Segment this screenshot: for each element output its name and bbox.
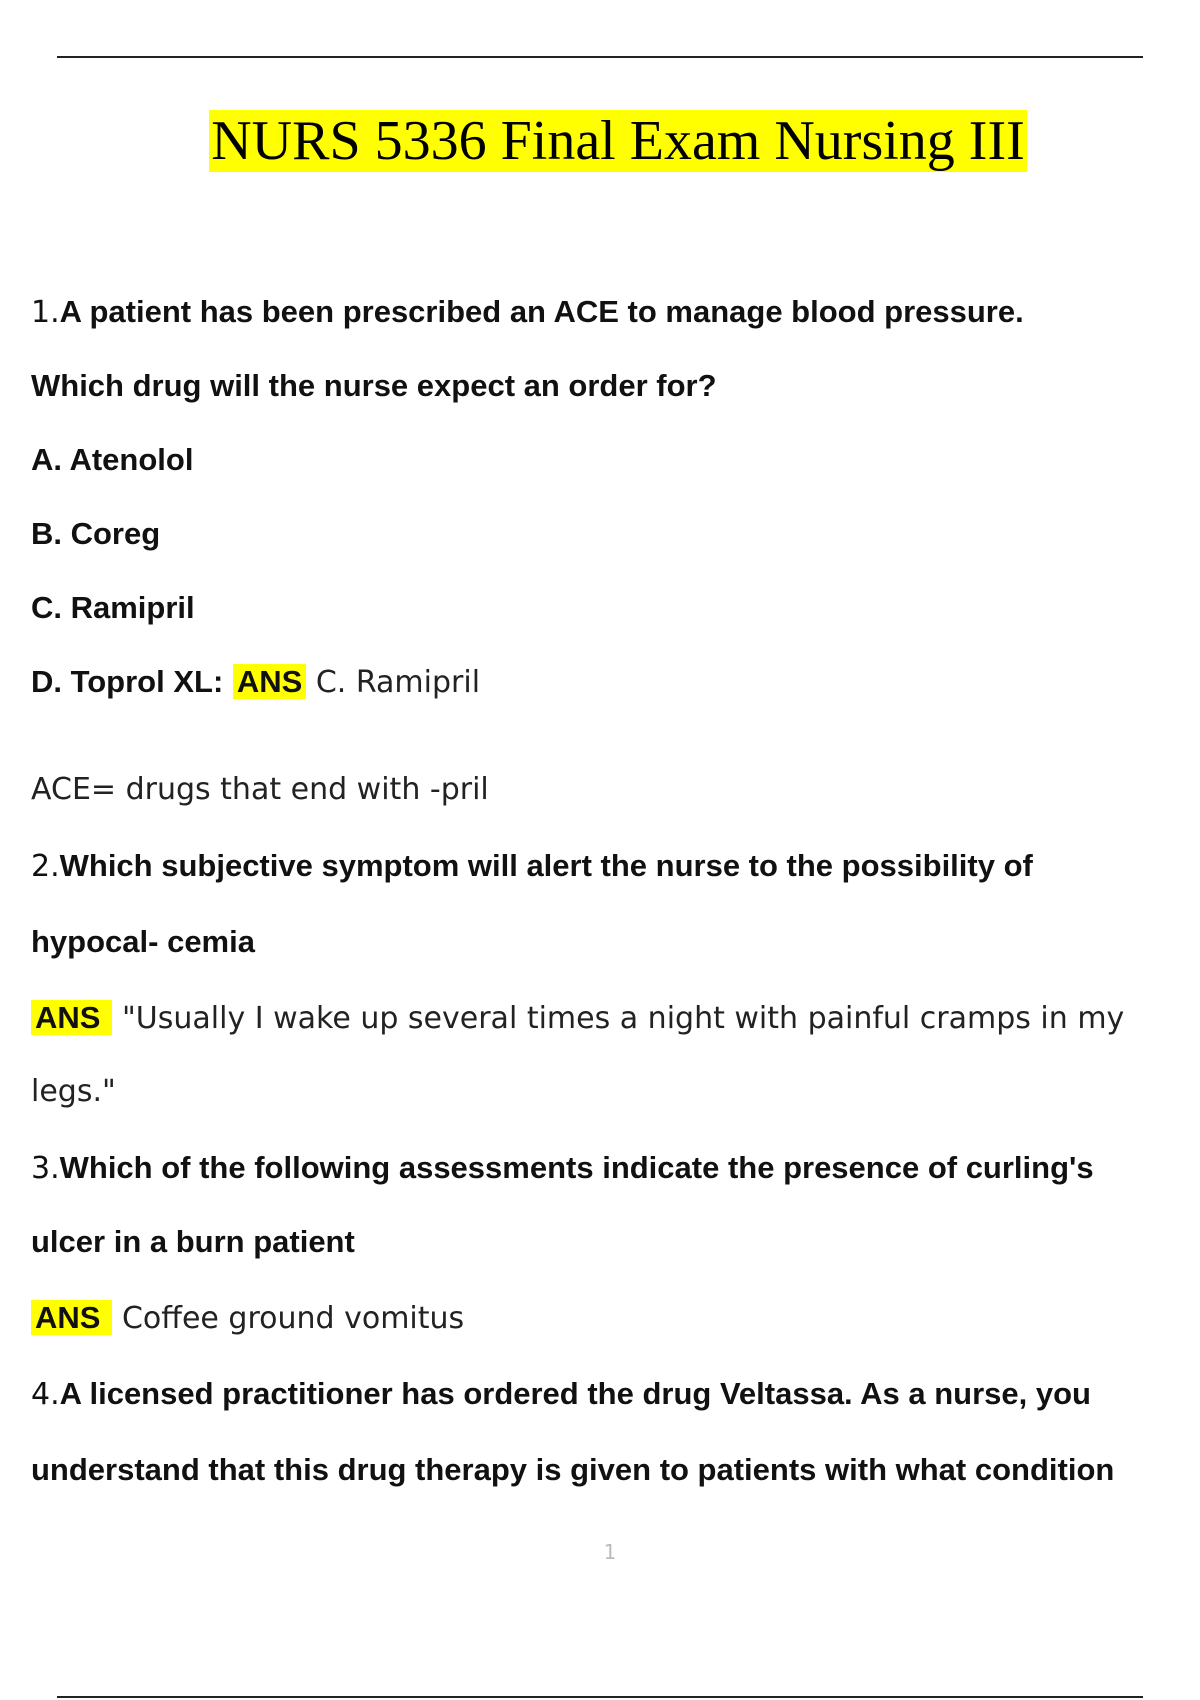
- answer-3: Coffee ground vomitus: [112, 1301, 465, 1336]
- question-3-text: Which of the following assessments indicate the presence of curling's: [59, 1150, 1094, 1185]
- question-2-line-1: [31, 846, 1033, 887]
- answer-label-2: ANS: [31, 1000, 112, 1035]
- question-3-number: 3.: [31, 1151, 60, 1186]
- answer-2-line-1: [31, 998, 1124, 1039]
- title-container: [0, 108, 1200, 174]
- answer-label-1: ANS: [233, 664, 306, 699]
- page-title: NURS 5336 Final Exam Nursing III: [211, 110, 1025, 172]
- option-c: C. Ramipril: [31, 590, 195, 625]
- answer-label-3: ANS: [31, 1300, 112, 1335]
- top-rule: [57, 56, 1143, 58]
- question-2-number: 2.: [31, 849, 60, 884]
- answer-1: C. Ramipril: [306, 665, 481, 700]
- bottom-rule: [57, 1696, 1143, 1698]
- option-d-with-answer: [31, 662, 480, 703]
- question-4-text: A licensed practitioner has ordered the drug Veltassa. As a nurse, you: [59, 1376, 1091, 1411]
- question-4-line-1: [31, 1374, 1091, 1415]
- answer-2: "Usually I wake up several times a night with painful cramps in my: [112, 1001, 1125, 1036]
- answer-3-line: [31, 1298, 464, 1339]
- answer-2-line-2: legs.": [31, 1074, 116, 1109]
- question-3-line-1: [31, 1148, 1094, 1189]
- question-1-line-1: [31, 292, 1024, 333]
- option-d: D. Toprol XL:: [31, 664, 224, 699]
- question-1-line-2: Which drug will the nurse expect an order for?: [31, 368, 717, 403]
- question-1-text: A patient has been prescribed an ACE to manage blood pressure.: [59, 294, 1024, 329]
- page-number: 1: [603, 1540, 617, 1564]
- option-a: A. Atenolol: [31, 442, 194, 477]
- question-2-text: Which subjective symptom will alert the nurse to the possibility of: [59, 848, 1033, 883]
- question-3-line-2: ulcer in a burn patient: [31, 1224, 355, 1259]
- question-2-line-2: hypocal- cemia: [31, 924, 255, 959]
- question-1-number: 1.: [31, 295, 60, 330]
- question-4-number: 4.: [31, 1377, 60, 1412]
- question-4-line-2: understand that this drug therapy is given to patients with what condition: [31, 1452, 1115, 1487]
- note-1: ACE= drugs that end with -pril: [31, 772, 489, 807]
- option-b: B. Coreg: [31, 516, 161, 551]
